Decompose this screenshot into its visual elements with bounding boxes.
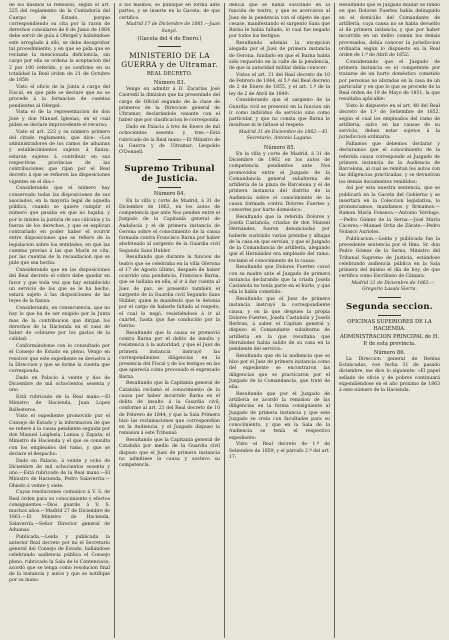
gaceta-note: (Gaceta del 4 de Enero.) xyxy=(137,35,202,42)
paragraph: Visto el Real decreto de 1.º de Setiembre de 1859, y el párrafo 2.º del art. 17: xyxy=(229,442,330,460)
paragraph: Considerando que en las disposiciones del Real decreto el cobro debe quedar en favor y que toda vez que hay establecido un servicio de los que se le ha hecho, estará sujeto á las disposiciones de las leyes de la fianza: xyxy=(9,268,110,305)
paragraph: Fallamos que debemos declarar y declaramos que el conocimiento de la referida causa corresponde al Juzgado de primera instancia de la Audiencia de Barcelona, al cual se remitan los autos con las diligencias practicadas, y se devuelvan los demás documentos remitidos: xyxy=(339,142,440,185)
divider xyxy=(158,187,180,188)
section-title: Segunda seccion. xyxy=(346,301,433,312)
paragraph: Considerando que el sargento de la Guardia civil se presentó en la funcion sin ir como individuo de servicio sino como particular, y que no consta que Barna le insultase ni le faltase al respeto: xyxy=(229,98,330,129)
paragraph: Resultando que la Capitanía general de Cataluña reclamó el conocimiento de la causa por haber incurrido Barna en el delito de insulto á la Guardia civil, conforme al art. 21 del Real decreto de 10 de Febrero de 1844, y que la Sala Primera hizo las reclamaciones que correspondían en la Audiencia, y el Juzgado dispuso la remision á este Tribunal: xyxy=(119,381,220,437)
offices-title: OFICINAS SUPERIORES DE LA HACIENDA. xyxy=(347,318,432,332)
section-number: Número 85. xyxy=(263,144,296,151)
paragraph: Visto el oficio de la Junta á cargo del Fiscal, en que pide se declare que no se procede á la formacion de cuentas pendientes al Ofergel: xyxy=(9,84,110,109)
decree-label: REAL DECRETO. xyxy=(146,70,193,77)
ministry-title: MINISTERIO DE LA GUERRA y de Ultramar. xyxy=(121,50,218,69)
column-2 xyxy=(114,3,224,638)
paragraph: de los mismos la remision, segun el art. 225 del reglamento de la Contaduría del Cuerpo de Estado, porque correspondiendo su cita por la razon de derechos consulares de 8 de Junio de 1864 debe servir de guía á Ofergel y habiéndose este arreglado á ello, se debe desaprobar tal procedimiento, y en que se pida que se reclame la mencionada deficiencia, sin cargo por ella se ordena la aceptacion del 2 por 100 referido, y se confirme en su totalidad la Real órden de 21 de Octubre de 1858: xyxy=(9,3,110,83)
paragraph: Publicada.—Leída y publicada la anterior Real decreto por mí el Secretario general del Consejo de Estado, hallándose celebrando audiencia pública el Consejo pleno, rubricado la Sala de lo Contencioso, acordó que se tenga como resolucion final de la instancia y autos y que se notifique por su mano. xyxy=(9,534,110,584)
paragraph: Vistos el art. 21 del Real decreto de 10 de Febrero de 1844, el 5.º del Real decreto de 2 de Enero de 1855, y el art. 1.º de la ley de 2 de Abril de 1849: xyxy=(229,72,330,97)
section-number: Número 84. xyxy=(153,191,186,198)
paragraph: Vista el de la representacion de don José y don Manuel Iglesias, en el cual piden se declare improcedente el recurso: xyxy=(9,110,110,128)
paragraph: Resultando además la excepcion alegada por el Juez de primera instancia de Gerona, fundado en que el Barna había sido requerido en la calle de la pendencia, de que la autoridad militar debía conocer: xyxy=(229,41,330,71)
paragraph: Visto lo dispuesto en el art. 48 del Real decreto de 1.º de Setiembre de 1852, según el cual los empleados del ramo de artillería, salvo en las causas de su servicio, deben estar sujetos á la jurisdiccion ordinaria: xyxy=(339,104,440,141)
paragraph: Dado en Palacio á tres de Enero de mil ochocientos sesenta y tres.—Está rubricado de la Real mano.—El Ministro de la Guerra y de Ultramar, Leopoldo O'Donnell. xyxy=(119,125,220,155)
decree-number: Número 83. xyxy=(153,79,186,86)
signature-line: Madrid 17 de Diciembre de 1861.—Juan Sunyé. xyxy=(126,22,220,34)
divider xyxy=(158,159,180,160)
paragraph: En la villa y corte de Madrid, á 31 de Diciembre de 1862 en los autos de competencia pendientes ante Nos promovidos entre el Juzgado de la Comandancia general subalterna de artillería de la plaza de Barcelona y el de primera instancia del distrito de la Audiencia sobre el conocimiento de la causa formada contra Dolores Fuertes y consortes por hurto doméstico: xyxy=(229,151,330,213)
paragraph: Resultando que por el Juzgado de artillería se acordó la remision de las diligencias en la forma consiguiente al Juzgado de primera instancia y que este Juzgado se creía con facultades para su conocimiento, y que en la Sala de la Audiencia se tenía el respectivo expediente: xyxy=(229,391,330,441)
signature-line: Está rubricado de la Real mano.—El Ministro de Hacienda, Juan Lopez Ballesteros. xyxy=(9,395,110,413)
paragraph: Considerando que el Juzgado de primera instancia es el competente por tratarse de un hurto doméstico cometido por personas no aforadas en la casa de un particular y en que lo que se procede de la Real órden de 19 de Mayo de 1851, la que resultaba aplicable: xyxy=(339,59,440,103)
paragraph: Considerando, en consecuencia, que no hay lo que ha de ser exigido por la Junta mas de la contribucion que dirijan los derechos de la Hacienda en el caso de haber de cobrarse por los gastos de la calidad: xyxy=(9,306,110,343)
paragraph: Vengo en admitir á D. Zacarías José Caoredil la dimision que ha presentado del cargo de Oficial segundo de la clase de primeros de la Direccion general de Ultramar, declarándole cesante con el haber que por clasificacion le corresponda. xyxy=(119,87,220,124)
paragraph: Resultando que la Capitanía general de Cataluña por medio de la Guardia civil dispuso que el Juez de primera instancia no admitiese la causa y sostuvo su competencia. xyxy=(119,438,220,468)
divider xyxy=(378,315,400,316)
paragraph: Resultando que de la audiencia que se hizo por el Juez de primera instancia como del expediente se encontraron las diligencias que se practicaron por el Juzgado de la Comandancia, que trató de ella: xyxy=(229,353,330,390)
paragraph: Resultando que el Juzgado militar se fundó en que Dolores Fuertes había delinquido en el domicilio del Comandante de artillería, cuya causa no se había devuelto al de primera instancia, y que por haber incurrido en un delito común los demás procesados, debía conocer la jurisdiccion ordinaria según lo dispuesto en la Real órden de 1.º de Abril de 1852: xyxy=(339,3,440,58)
paragraph: Resultando que la causa se promovió contra Barna por el delito de insulto y resistencia á la autoridad, y que el Juez de primera instancia instruyó las correspondientes diligencias en la presencia del Fiscal y de los testigos en las que aparecía como procesado el expresado Barna. xyxy=(119,330,220,380)
paragraph: Dado en Palacio, á veinte y ocho de Diciembre de mil ochocientos sesenta y uno.—Está rubricado de la Real mano.—El Ministro de Hacienda, Pedro Salaverría.—Obiedo á veinte y siete. xyxy=(9,458,110,489)
paragraph: á los mismos, se publique en forma ante partes, y se inserte en la Gaceta, de que certifico. xyxy=(119,3,220,21)
column-4 xyxy=(334,3,444,638)
section-number: Número 86. xyxy=(373,349,406,356)
paragraph: Resultando que durante la funcion de teatro que se celebraba en la villa Olerona el 17 de Agosto último, después de haber ocurrido una pendencia, Francisco Barna, que se hallaba en ella, al ir á dar cuenta al Juez de paz, se presentó también el sargento de la Guardia civil Segundo Sans Hubler, quien le manifestó que le detenia por el cargo de haberle faltado al respeto, el cual lo negó, resistiéndose á ir al cuartel, hasta que fue conducido por la fuerza: xyxy=(119,255,220,329)
signature-line: Madrid 31 de Diciembre de 1862.—El Secretario, Antonio Laguna. xyxy=(238,130,328,142)
paragraph: Conformándome con lo consultado por el Consejo de Estado en pleno, Vengo en resolver que este expediente se devuelva á la Direccion y que se forme la cuenta que corresponda. xyxy=(9,344,110,374)
paragraph: Así por esta nuestra sentencia, que se publicará en la Gaceta del Gobierno y se insertará en la Coleccion legislativa, lo pronunciamos, mandamos y firmamos.—Ramon María Fonseca.—Antonio Verdugo.—Pedro Gómez de la Serna.—José María Cáceres.—Manuel Ortiz de Zárate.—Pedro Nolasco Aurioles. xyxy=(339,186,440,235)
paragraph: Considerando que el número hay conservado todas las disposiciones de sus asociados, en la mayoría legal de aquella pública, cuando se quiere cumplir el número que pasaba en que no bajaba, y por lo mismo la justicia de sus cálculos y la fuerza de los derechos, y que se explican contrariado en poder haber el ocurrir entre disposiciones que se refiere de la legislacion sobre los entidades, en que las cuentas previas á las que Marín se cita, por las cuentas de la recaudacion que se pide que sea hecha: xyxy=(9,186,110,267)
paragraph: Resultando que la referida Dolores y Josefa Castañola, criadas de don Manuel Hernández, fueron denunciadas por haberle sustraído varias prendas y alhajas de la casa en que servían, y que el Juzgado de la Comandancia de artillería, alegando que el Hernández era empleado del ramo, reclamó el conocimiento de la causa: xyxy=(229,214,330,264)
section-title: Supremo Tribunal de Justicia. xyxy=(124,164,215,185)
paragraph: En la villa y corte de Madrid, á 31 de Diciembre de 1862, en los autos de competencia que ante Nos penden entre el Juzgado de la Capitanía general de Andalucía y el de primera instancia de Gerona sobre el conocimiento de la causa formada contra Francisco Barna por haber abofeteado al sargento de la Guardia civil Segundo Sans Hubler. xyxy=(119,198,220,254)
paragraph: Resultando que Dolores Fuertes cursó con su madre ante el Juzgado de primera instancia declarando que la criada Josefa Castañola no tenía parte en el hurto, y que ella lo había cometido: xyxy=(229,265,330,296)
paragraph: Visto el art. 223 y su número primero del citado reglamento, que dice: «Los administradores de los ramos de aduanas y establecimientos sujetos á fianza, estarán sujetos á contribuir en sus respectivas provincias de las contribuciones que rijan por el Real decreto á que se refieren las disposiciones vigentes en el dia:» xyxy=(9,129,110,185)
column-1 xyxy=(5,3,114,638)
column-3 xyxy=(224,3,334,638)
paragraph: La Direccion general de Rentas Estancadas, con fecha 31 de pasado diciembre, me dice lo siguiente: «El papel sellado de oficio y de pobres continuará expendiéndose en el año próximo de 1863 á este número de la Hacienda. xyxy=(339,356,440,393)
paragraph: Publicacion.—Leída y publicada fue la precedente sentencia por el Ilmo. Sr. don Pedro Gómez de la Serna, Ministro del Tribunal Supremo de Justicia, estándose celebrando audiencia pública en la Sala primera del mismo el día de hoy, de que certifico como Escribano de Cámara. xyxy=(339,236,440,280)
admin-title: ADMINISTRACION PRINCIPAL de H. P. de esta provincia. xyxy=(339,333,440,347)
divider xyxy=(158,46,180,47)
divider xyxy=(378,297,400,298)
paragraph: Dado en Palacio á veinte y dos de Diciembre de mil ochocientos sesenta y uno. xyxy=(9,375,110,394)
paragraph: dencia que se había suscitado en la función de teatro, y que se acercaron al Juez de la pendencia con el objeto de que cesase, manifestando el sargento Sans que Barna le había faltado, lo cual fue negado por todos los testigos: xyxy=(229,3,330,40)
signature-line: Madrid 31 de Diciembre de 1862.—Gregorio Lasala Sierra. xyxy=(351,281,435,293)
paragraph: Visto el expediente promovido por el Consejo de Estado y la informacion de que se refiere á la causa pendiente seguida por don Manuel Laiglesia, Lamas y Zapata; el Ministro de Hacienda y el que se consulta con los empleados del ramo, y que se declare el despacho: xyxy=(9,414,110,457)
paragraph: Cuyas resoluciones comunico á V. S. de Real órden para su conocimiento y efectos consiguientes.—Dios guarde á V. S. muchos años.—Madrid 27 de Diciembre de 1861.—El Ministro de Hacienda, Salaverría.—Señor Director general de Aduanas. xyxy=(9,490,110,533)
paragraph: Resultando que el Juez de primera instancia instruyó la correspondiente causa, y en la que después la propia Dolores Fuertes, Josefa Castañola y Josefa Bertran, á saber el Capitan general y dispuso el Comandante subalterno de artillería en la que resultaba que Hernández había salido de su casa en la pendiente del servicio: xyxy=(229,297,330,352)
